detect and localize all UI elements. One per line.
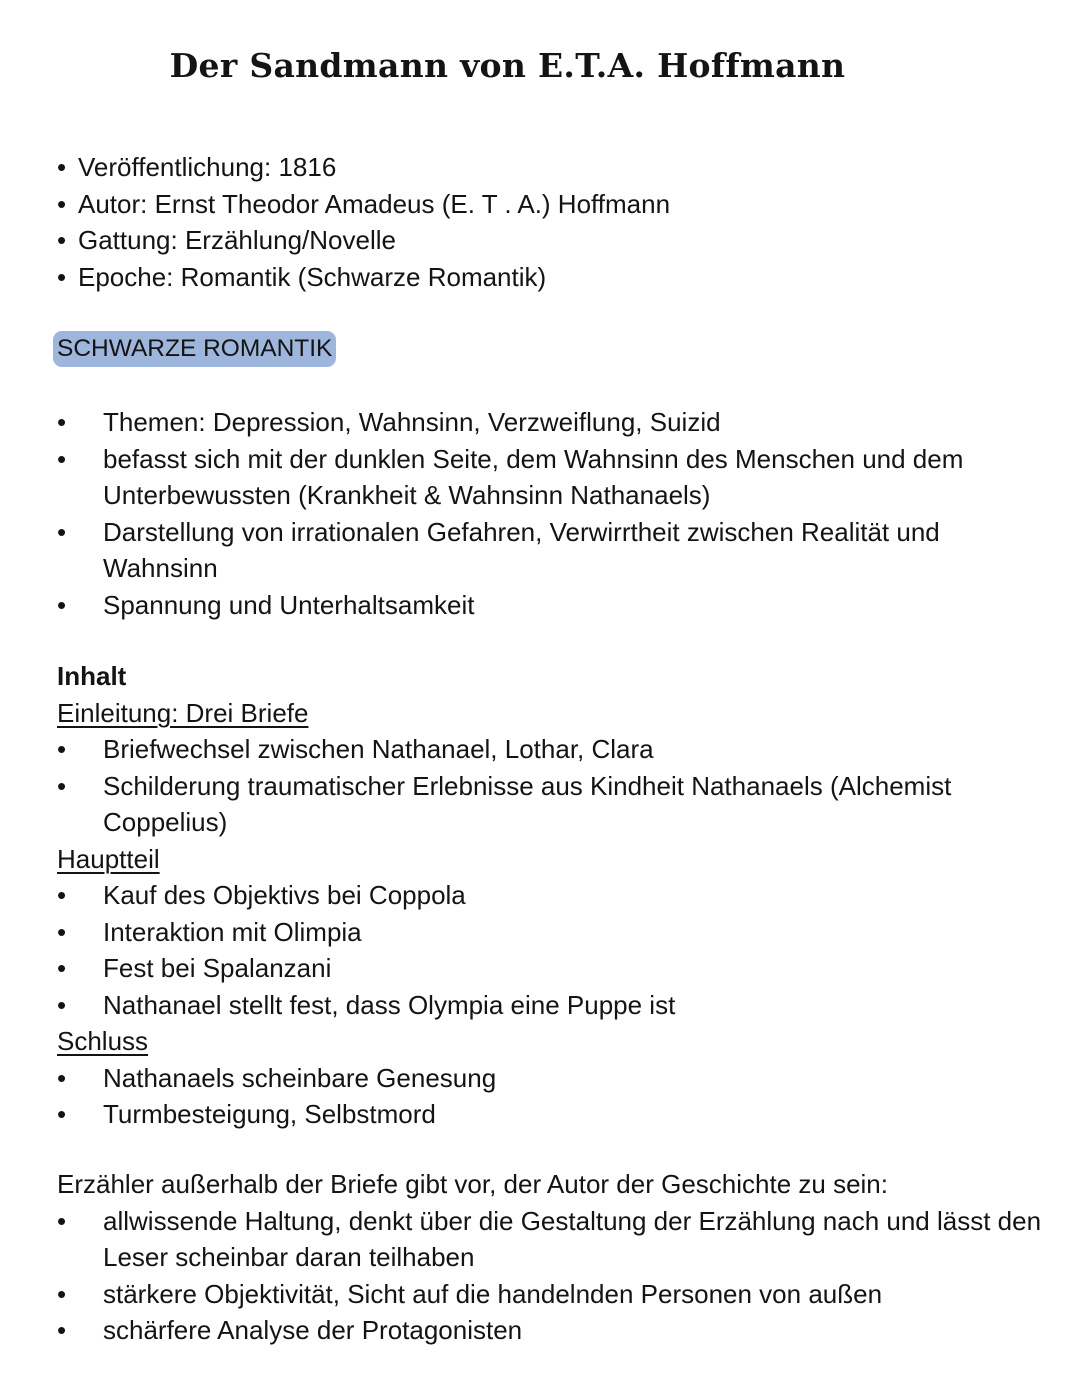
- bullet-dot: •: [57, 225, 67, 255]
- hauptteil-subheading: Hauptteil: [57, 843, 160, 874]
- list-item: • Schilderung traumatischer Erlebnisse aus Kindheit Nathanaels (Alchemist Coppelius): [57, 768, 1047, 841]
- bullet-dot: •: [57, 152, 67, 182]
- einleitung-list: [57, 731, 1047, 841]
- erzaehler-intro: Erzähler außerhalb der Briefe gibt vor, der Autor der Geschichte zu sein:: [57, 1169, 888, 1199]
- meta-item: [57, 186, 670, 223]
- list-item: • stärkere Objektivität, Sicht auf die handelnden Personen von außen: [57, 1276, 1047, 1313]
- schwarze-romantik-tag: SCHWARZE ROMANTIK: [53, 331, 336, 367]
- meta-text: Autor: Ernst Theodor Amadeus (E. T . A.) Hoffmann: [78, 188, 671, 219]
- list-item: • Briefwechsel zwischen Nathanael, Lothar, Clara: [57, 731, 1047, 768]
- list-item: • schärfere Analyse der Protagonisten: [57, 1312, 1047, 1349]
- list-item: • Spannung und Unterhaltsamkeit: [57, 587, 1047, 624]
- hauptteil-list: [57, 877, 1047, 1023]
- page-title: Der Sandmann von E.T.A. Hoffmann: [169, 46, 846, 85]
- list-item: • befasst sich mit der dunklen Seite, dem Wahnsinn des Menschen und dem Unterbewussten (Krankheit & Wahnsinn Nathanaels): [57, 441, 1047, 514]
- list-item: • Nathanael stellt fest, dass Olympia eine Puppe ist: [57, 987, 1047, 1024]
- inhalt-heading: Inhalt: [57, 661, 127, 691]
- list-item: • allwissende Haltung, denkt über die Gestaltung der Erzählung nach und lässt den Leser scheinbar daran teilhaben: [57, 1203, 1047, 1276]
- erzaehler-section: [57, 1166, 1047, 1349]
- schluss-list: [57, 1060, 1047, 1133]
- bullet-dot: •: [57, 261, 67, 292]
- list-item: • Kauf des Objektivs bei Coppola: [57, 877, 1047, 914]
- schwarze-romantik-list: [57, 404, 1047, 623]
- meta-item: [57, 259, 670, 296]
- meta-item: [57, 149, 670, 186]
- meta-text: Veröffentlichung: 1816: [78, 152, 337, 182]
- list-item: • Nathanaels scheinbare Genesung: [57, 1060, 1047, 1097]
- schluss-subheading: Schluss: [57, 1026, 149, 1056]
- meta-list: [57, 149, 670, 295]
- meta-text: Gattung: Erzählung/Novelle: [78, 225, 396, 255]
- schwarze-romantik-section: [57, 404, 1047, 623]
- einleitung-subheading: Einleitung: Drei Briefe: [57, 697, 309, 728]
- meta-text: Epoche: Romantik (Schwarze Romantik): [78, 261, 547, 292]
- meta-item: [57, 222, 670, 259]
- list-item: • Turmbesteigung, Selbstmord: [57, 1096, 1047, 1133]
- erzaehler-list: [57, 1203, 1047, 1349]
- list-item: • Interaktion mit Olimpia: [57, 914, 1047, 951]
- inhalt-section: [57, 658, 1047, 1133]
- list-item: • Themen: Depression, Wahnsinn, Verzweiflung, Suizid: [57, 404, 1047, 441]
- bullet-dot: •: [57, 188, 67, 219]
- list-item: • Fest bei Spalanzani: [57, 950, 1047, 987]
- list-item: • Darstellung von irrationalen Gefahren, Verwirrtheit zwischen Realität und Wahnsinn: [57, 514, 1047, 587]
